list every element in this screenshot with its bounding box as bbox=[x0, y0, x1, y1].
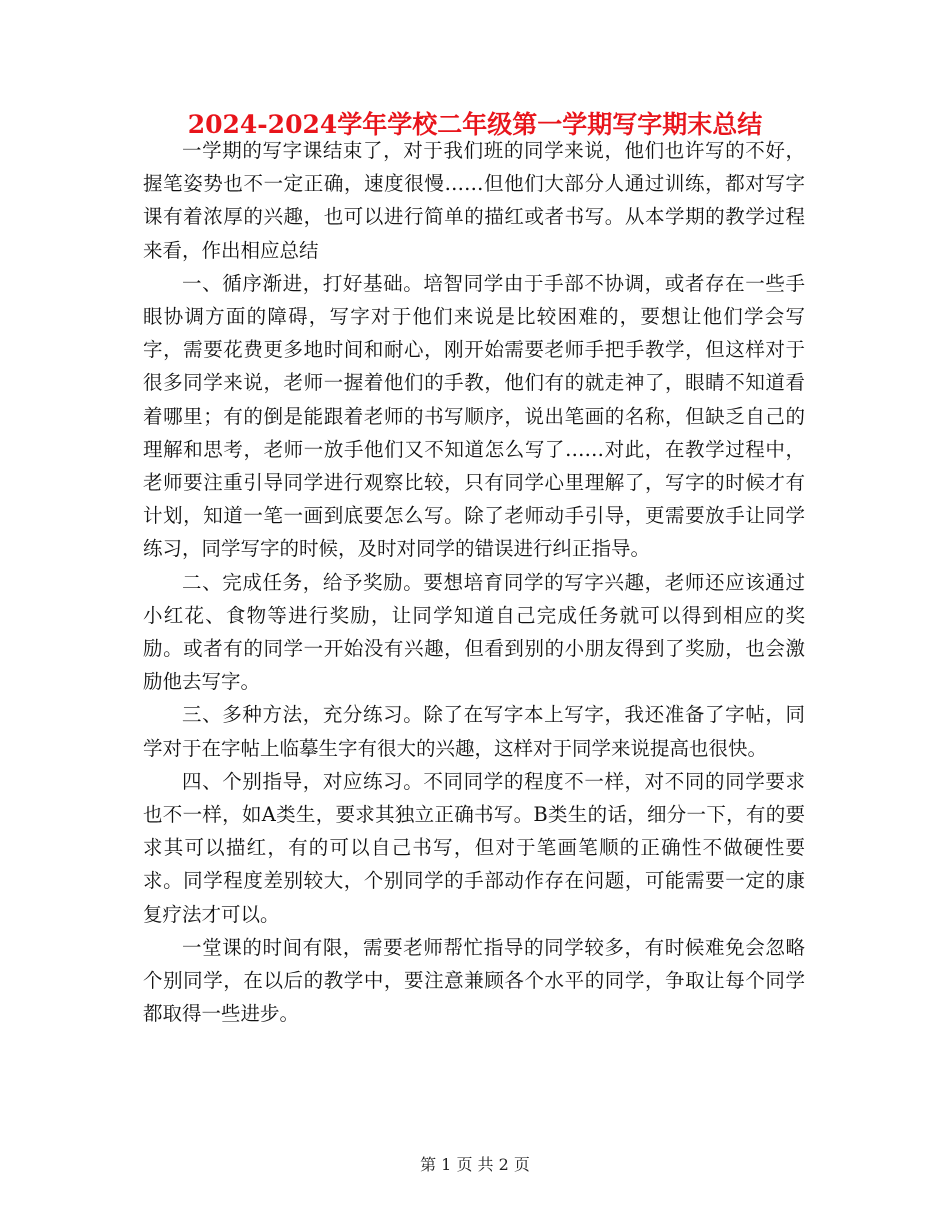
document-body bbox=[143, 134, 805, 1030]
paragraph-section-1: 一、循序渐进，打好基础。培智同学由于手部不协调，或者存在一些手眼协调方面的障碍，写字对于他们来说是比较困难的，要想让他们学会写字，需要花费更多地时间和耐心，刚开始需要老师手把手教学，但这样对于很多同学来说，老师一握着他们的手教，他们有的就走神了，眼睛不知道看着哪里；有的倒是能跟着老师的书写顺序，说出笔画的名称，但缺乏自己的理解和思考，老师一放手他们又不知道怎么写了……对此，在教学过程中，老师要注重引导同学进行观察比较，只有同学心里理解了，写字的时候才有计划，知道一笔一画到底要怎么写。除了老师动手引导，更需要放手让同学练习，同学写字的时候，及时对同学的错误进行纠正指导。 bbox=[143, 271, 805, 561]
paragraph-conclusion: 一堂课的时间有限，需要老师帮忙指导的同学较多，有时候难免会忽略个别同学，在以后的教学中，要注意兼顾各个水平的同学，争取让每个同学都取得一些进步。 bbox=[143, 935, 805, 1026]
paragraph-section-4: 四、个别指导，对应练习。不同同学的程度不一样，对不同的同学要求也不一样，如A类生，要求其独立正确书写。B类生的话，细分一下，有的要求其可以描红，有的可以自己书写，但对于笔画笔顺的正确性不做硬性要求。同学程度差别较大，个别同学的手部动作存在问题，可能需要一定的康复疗法才可以。 bbox=[143, 769, 805, 926]
paragraph-section-3: 三、多种方法，充分练习。除了在写字本上写字，我还准备了字帖，同学对于在字帖上临摹生字有很大的兴趣，这样对于同学来说提高也很快。 bbox=[143, 703, 805, 760]
paragraph-intro: 一学期的写字课结束了，对于我们班的同学来说，他们也许写的不好，握笔姿势也不一定正确，速度很慢……但他们大部分人通过训练，都对写字课有着浓厚的兴趣，也可以进行简单的描红或者书写。从本学期的教学过程来看，作出相应总结 bbox=[143, 139, 805, 262]
document-title: 2024-2024学年学校二年级第一学期写字期末总结 bbox=[187, 110, 763, 139]
paragraph-section-2: 二、完成任务，给予奖励。要想培育同学的写字兴趣，老师还应该通过小红花、食物等进行奖励，让同学知道自己完成任务就可以得到相应的奖励。或者有的同学一开始没有兴趣，但看到别的小朋友得到了奖励，也会激励他去写字。 bbox=[143, 570, 805, 694]
page-number-footer: 第 1 页 共 2 页 bbox=[420, 1155, 530, 1174]
